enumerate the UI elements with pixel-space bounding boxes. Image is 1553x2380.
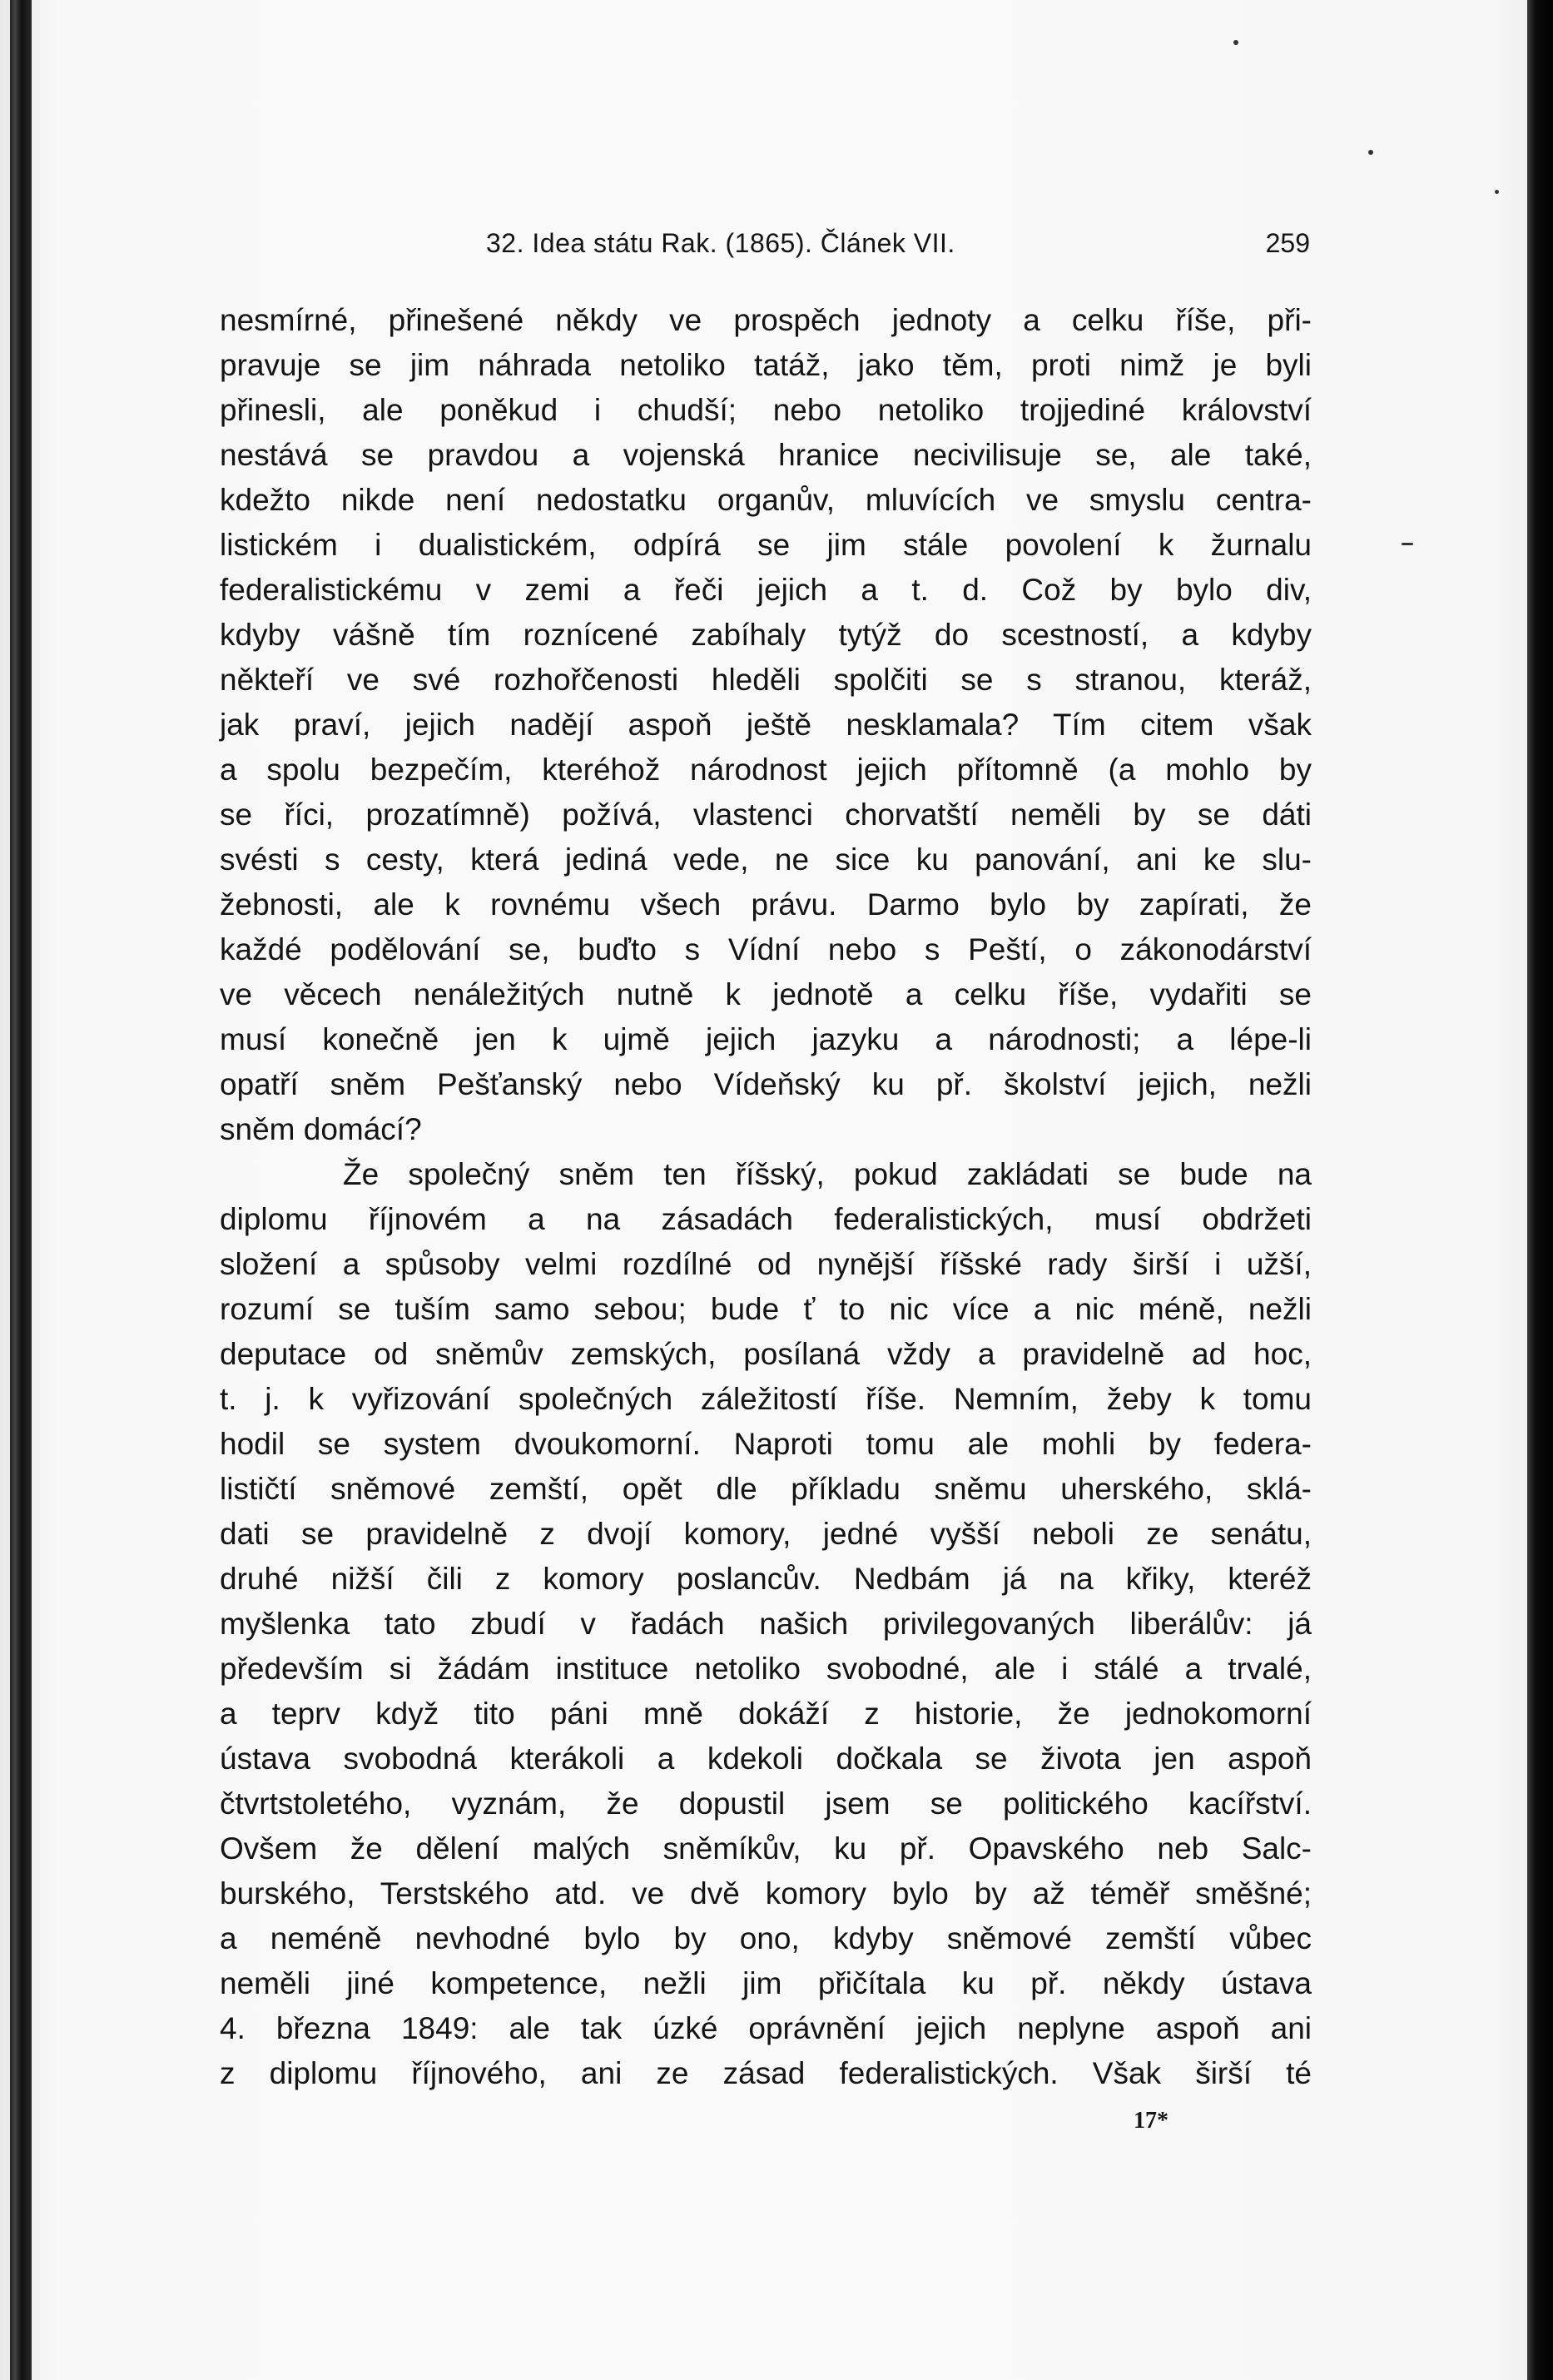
text-line: a teprv když tito páni mně dokáží z historie, že jednokomorní <box>220 1697 1312 1731</box>
page-right-edge <box>1527 0 1553 2380</box>
text-line: federalistickému v zemi a řeči jejich a t. d. Což by bylo div, <box>220 573 1312 607</box>
speck <box>1402 543 1413 545</box>
text-line: neměli jiné kompetence, nežli jim přičítala ku př. někdy ústava <box>220 1966 1312 2000</box>
text-line: čtvrtstoletého, vyznám, že dopustil jsem se politického kacířství. <box>220 1786 1312 1821</box>
text-line: každé podělování se, buďto s Vídní nebo s Peští, o zákonodárství <box>220 932 1312 966</box>
page-left-edge <box>10 0 32 2380</box>
text-line: kdyby vášně tím roznícené zabíhaly tytýž do scestností, a kdyby <box>220 618 1312 652</box>
text-line: listickém i dualistickém, odpírá se jim stále povolení k žurnalu <box>220 528 1312 562</box>
text-line: pravuje se jim náhrada netoliko tatáž, jako těm, proti nimž je byli <box>220 348 1312 382</box>
text-line: někteří ve své rozhořčenosti hleděli spolčiti se s stranou, kteráž, <box>220 663 1312 697</box>
text-line: přinesli, ale poněkud i chudší; nebo netoliko trojjediné království <box>220 393 1312 427</box>
text-line: především si žádám instituce netoliko svobodné, ale i stálé a trvalé, <box>220 1652 1312 1686</box>
running-head <box>220 223 1310 263</box>
text-line: rozumí se tuším samo sebou; bude ť to nic více a nic méně, nežli <box>220 1292 1312 1326</box>
text-line: nestává se pravdou a vojenská hranice necivilisuje se, ale také, <box>220 438 1312 472</box>
text-line: svésti s cesty, která jediná vede, ne sice ku panování, ani ke slu- <box>220 842 1312 877</box>
text-line: sněm domácí? <box>220 1112 422 1146</box>
text-line: dati se pravidelně z dvojí komory, jedné vyšší neboli ze senátu, <box>220 1517 1312 1551</box>
text-line: diplomu říjnovém a na zásadách federalistických, musí obdržeti <box>220 1202 1312 1236</box>
text-line: jak praví, jejich nadějí aspoň ještě nesklamala? Tím citem však <box>220 708 1312 742</box>
text-line: a spolu bezpečím, kteréhož národnost jejich přítomně (a mohlo by <box>220 753 1312 787</box>
text-line: se říci, prozatímně) požívá, vlastenci chorvatští neměli by se dáti <box>220 797 1312 832</box>
text-line: myšlenka tato zbudí v řadách našich privilegovaných liberálův: já <box>220 1607 1312 1641</box>
text-line: hodil se system dvoukomorní. Naproti tomu ale mohli by federa- <box>220 1427 1312 1461</box>
text-line: z diplomu říjnového, ani ze zásad federalistických. Však širší té <box>220 2056 1312 2090</box>
signature-mark: 17* <box>1134 2108 1168 2134</box>
text-line: ústava svobodná kterákoli a kdekoli dočkala se života jen aspoň <box>220 1742 1312 1776</box>
paragraph-start-line: Že společný sněm ten říšský, pokud zakládati se bude na <box>343 1157 1312 1191</box>
text-line: t. j. k vyřizování společných záležitostí říše. Nemním, žeby k tomu <box>220 1382 1312 1416</box>
body-text <box>220 298 1312 2096</box>
text-line: a neméně nevhodné bylo by ono, kdyby sněmové zemští vůbec <box>220 1921 1312 1955</box>
text-line: kdežto nikde není nedostatku organův, mluvících ve smyslu centra- <box>220 483 1312 517</box>
text-line: opatří sněm Pešťanský nebo Vídeňský ku př. školství jejich, nežli <box>220 1067 1312 1101</box>
text-line: lističtí sněmové zemští, opět dle příkladu sněmu uherského, sklá- <box>220 1472 1312 1506</box>
speck <box>1368 150 1373 155</box>
speck <box>1233 40 1238 45</box>
text-line: nesmírné, přinešené někdy ve prospěch jednoty a celku říše, při- <box>220 303 1312 337</box>
text-line: žebnosti, ale k rovnému všech právu. Darmo bylo by zapírati, že <box>220 887 1312 922</box>
page-number: 259 <box>1265 228 1310 258</box>
text-line: složení a spůsoby velmi rozdílné od nynější říšské rady širší i užší, <box>220 1247 1312 1281</box>
text-line: musí konečně jen k ujmě jejich jazyku a národnosti; a lépe-li <box>220 1022 1312 1056</box>
text-line: deputace od sněmův zemských, posílaná vždy a pravidelně ad hoc, <box>220 1337 1312 1371</box>
text-line: ve věcech nenáležitých nutně k jednotě a celku říše, vydařiti se <box>220 977 1312 1011</box>
text-line: burského, Terstského atd. ve dvě komory bylo by až téměř směšné; <box>220 1876 1312 1910</box>
text-line: druhé nižší čili z komory poslancův. Nedbám já na křiky, kteréž <box>220 1562 1312 1596</box>
running-head-title: 32. Idea státu Rak. (1865). Článek VII. <box>486 228 955 258</box>
speck <box>1495 190 1499 194</box>
text-line: 4. března 1849: ale tak úzké oprávnění jejich neplyne aspoň ani <box>220 2011 1312 2045</box>
text-line: Ovšem že dělení malých sněmíkův, ku př. Opavského neb Salc- <box>220 1831 1312 1866</box>
